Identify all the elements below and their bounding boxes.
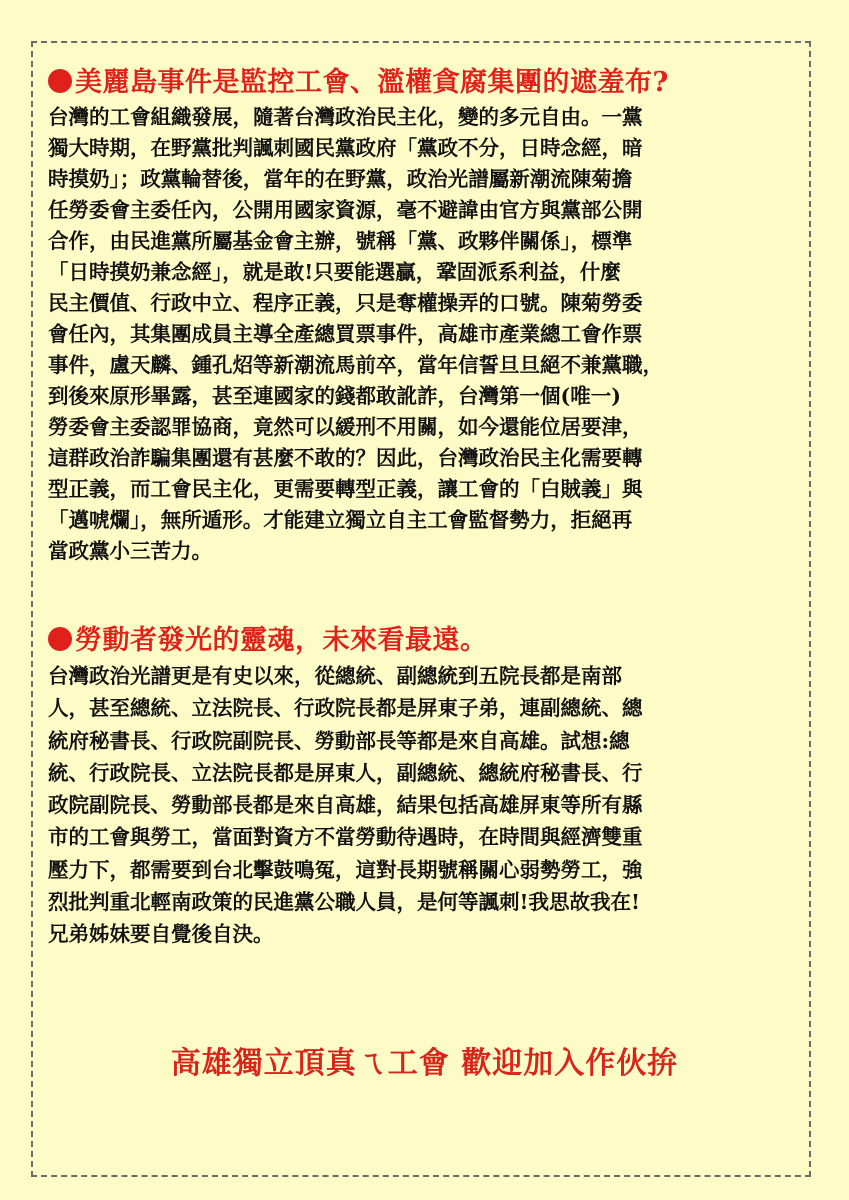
text-line: 到後來原形畢露，甚至連國家的錢都敢訛詐，台灣第一個(唯一)	[48, 384, 621, 408]
text-line: 型正義，而工會民主化，更需要轉型正義，讓工會的「白賊義」與	[48, 477, 643, 501]
text-line: 統、行政院長、立法院長都是屏東人，副總統、總統府秘書長、行	[48, 760, 643, 785]
text-line: 會任內，其集團成員主導全產總買票事件，高雄市產業總工會作票	[48, 322, 643, 346]
text-line: 獨大時期，在野黨批判諷刺國民黨政府「黨政不分，日時念經，暗	[48, 136, 643, 160]
text-line: 「邁唬爛」，無所遁形。才能建立獨立自主工會監督勢力，拒絕再	[48, 508, 633, 532]
text-line: 時摸奶」；政黨輪替後，當年的在野黨，政治光譜屬新潮流陳菊擔	[48, 167, 633, 191]
section-1-heading	[48, 64, 792, 102]
text-line: 市的工會與勞工，當面對資方不當勞動待遇時，在時間與經濟雙重	[48, 825, 643, 850]
section-1-heading-text: 美麗島事件是監控工會、濫權貪腐集團的遮羞布?	[75, 67, 669, 98]
text-line: 台灣政治光譜更是有史以來，從總統、副總統到五院長都是南部	[48, 664, 622, 688]
union-slogan-footer: 高雄獨立頂真ㄟ工會 歡迎加入作伙拚	[170, 1046, 679, 1081]
text-line: 台灣的工會組織發展，隨著台灣政治民主化，變的多元自由。一黨	[48, 105, 643, 129]
text-line: 兄弟姊妹要自覺後自決。	[48, 922, 274, 947]
section-meilidao	[48, 64, 792, 567]
red-bullet-icon	[48, 69, 72, 93]
text-line: 壓力下，都需要到台北擊鼓鳴冤，這對長期號稱關心弱勢勞工，強	[48, 857, 643, 882]
red-bullet-icon	[48, 627, 72, 651]
text-line: 事件，盧天麟、鍾孔炤等新潮流馬前卒，當年信誓旦旦絕不兼黨職，	[48, 353, 663, 377]
text-line: 政院副院長、勞動部長都是來自高雄，結果包括高雄屏東等所有縣	[48, 793, 643, 818]
text-line: 人，甚至總統、立法院長、行政院長都是屏東子弟，連副總統、總	[48, 696, 643, 721]
section-2-heading-text: 勞動者發光的靈魂，未來看最遠。	[75, 625, 488, 656]
text-line: 烈批判重北輕南政策的民進黨公職人員，是何等諷刺!我思故我在!	[48, 890, 640, 915]
text-line: 任勞委會主委任內，公開用國家資源，毫不避諱由官方與黨部公開	[48, 198, 643, 222]
section-labor-soul	[48, 622, 792, 951]
section-2-heading	[48, 622, 792, 660]
text-line: 民主價值、行政中立、程序正義，只是奪權操弄的口號。陳菊勞委	[48, 291, 643, 315]
text-line: 「日時摸奶兼念經」，就是敢!只要能選贏，鞏固派系利益，什麼	[48, 260, 621, 284]
text-line: 勞委會主委認罪協商，竟然可以緩刑不用關，如今還能位居要津，	[48, 415, 643, 439]
section-1-paragraph	[48, 102, 792, 567]
text-line: 合作，由民進黨所屬基金會主辦，號稱「黨、政夥伴關係」，標準	[48, 229, 633, 253]
text-line: 統府秘書長、行政院副院長、勞動部長等都是來自高雄。試想:總	[48, 728, 630, 753]
text-line: 這群政治詐騙集團還有甚麼不敢的？因此，台灣政治民主化需要轉	[48, 446, 643, 470]
text-line: 當政黨小三苦力。	[48, 539, 212, 563]
section-2-paragraph	[48, 660, 792, 951]
